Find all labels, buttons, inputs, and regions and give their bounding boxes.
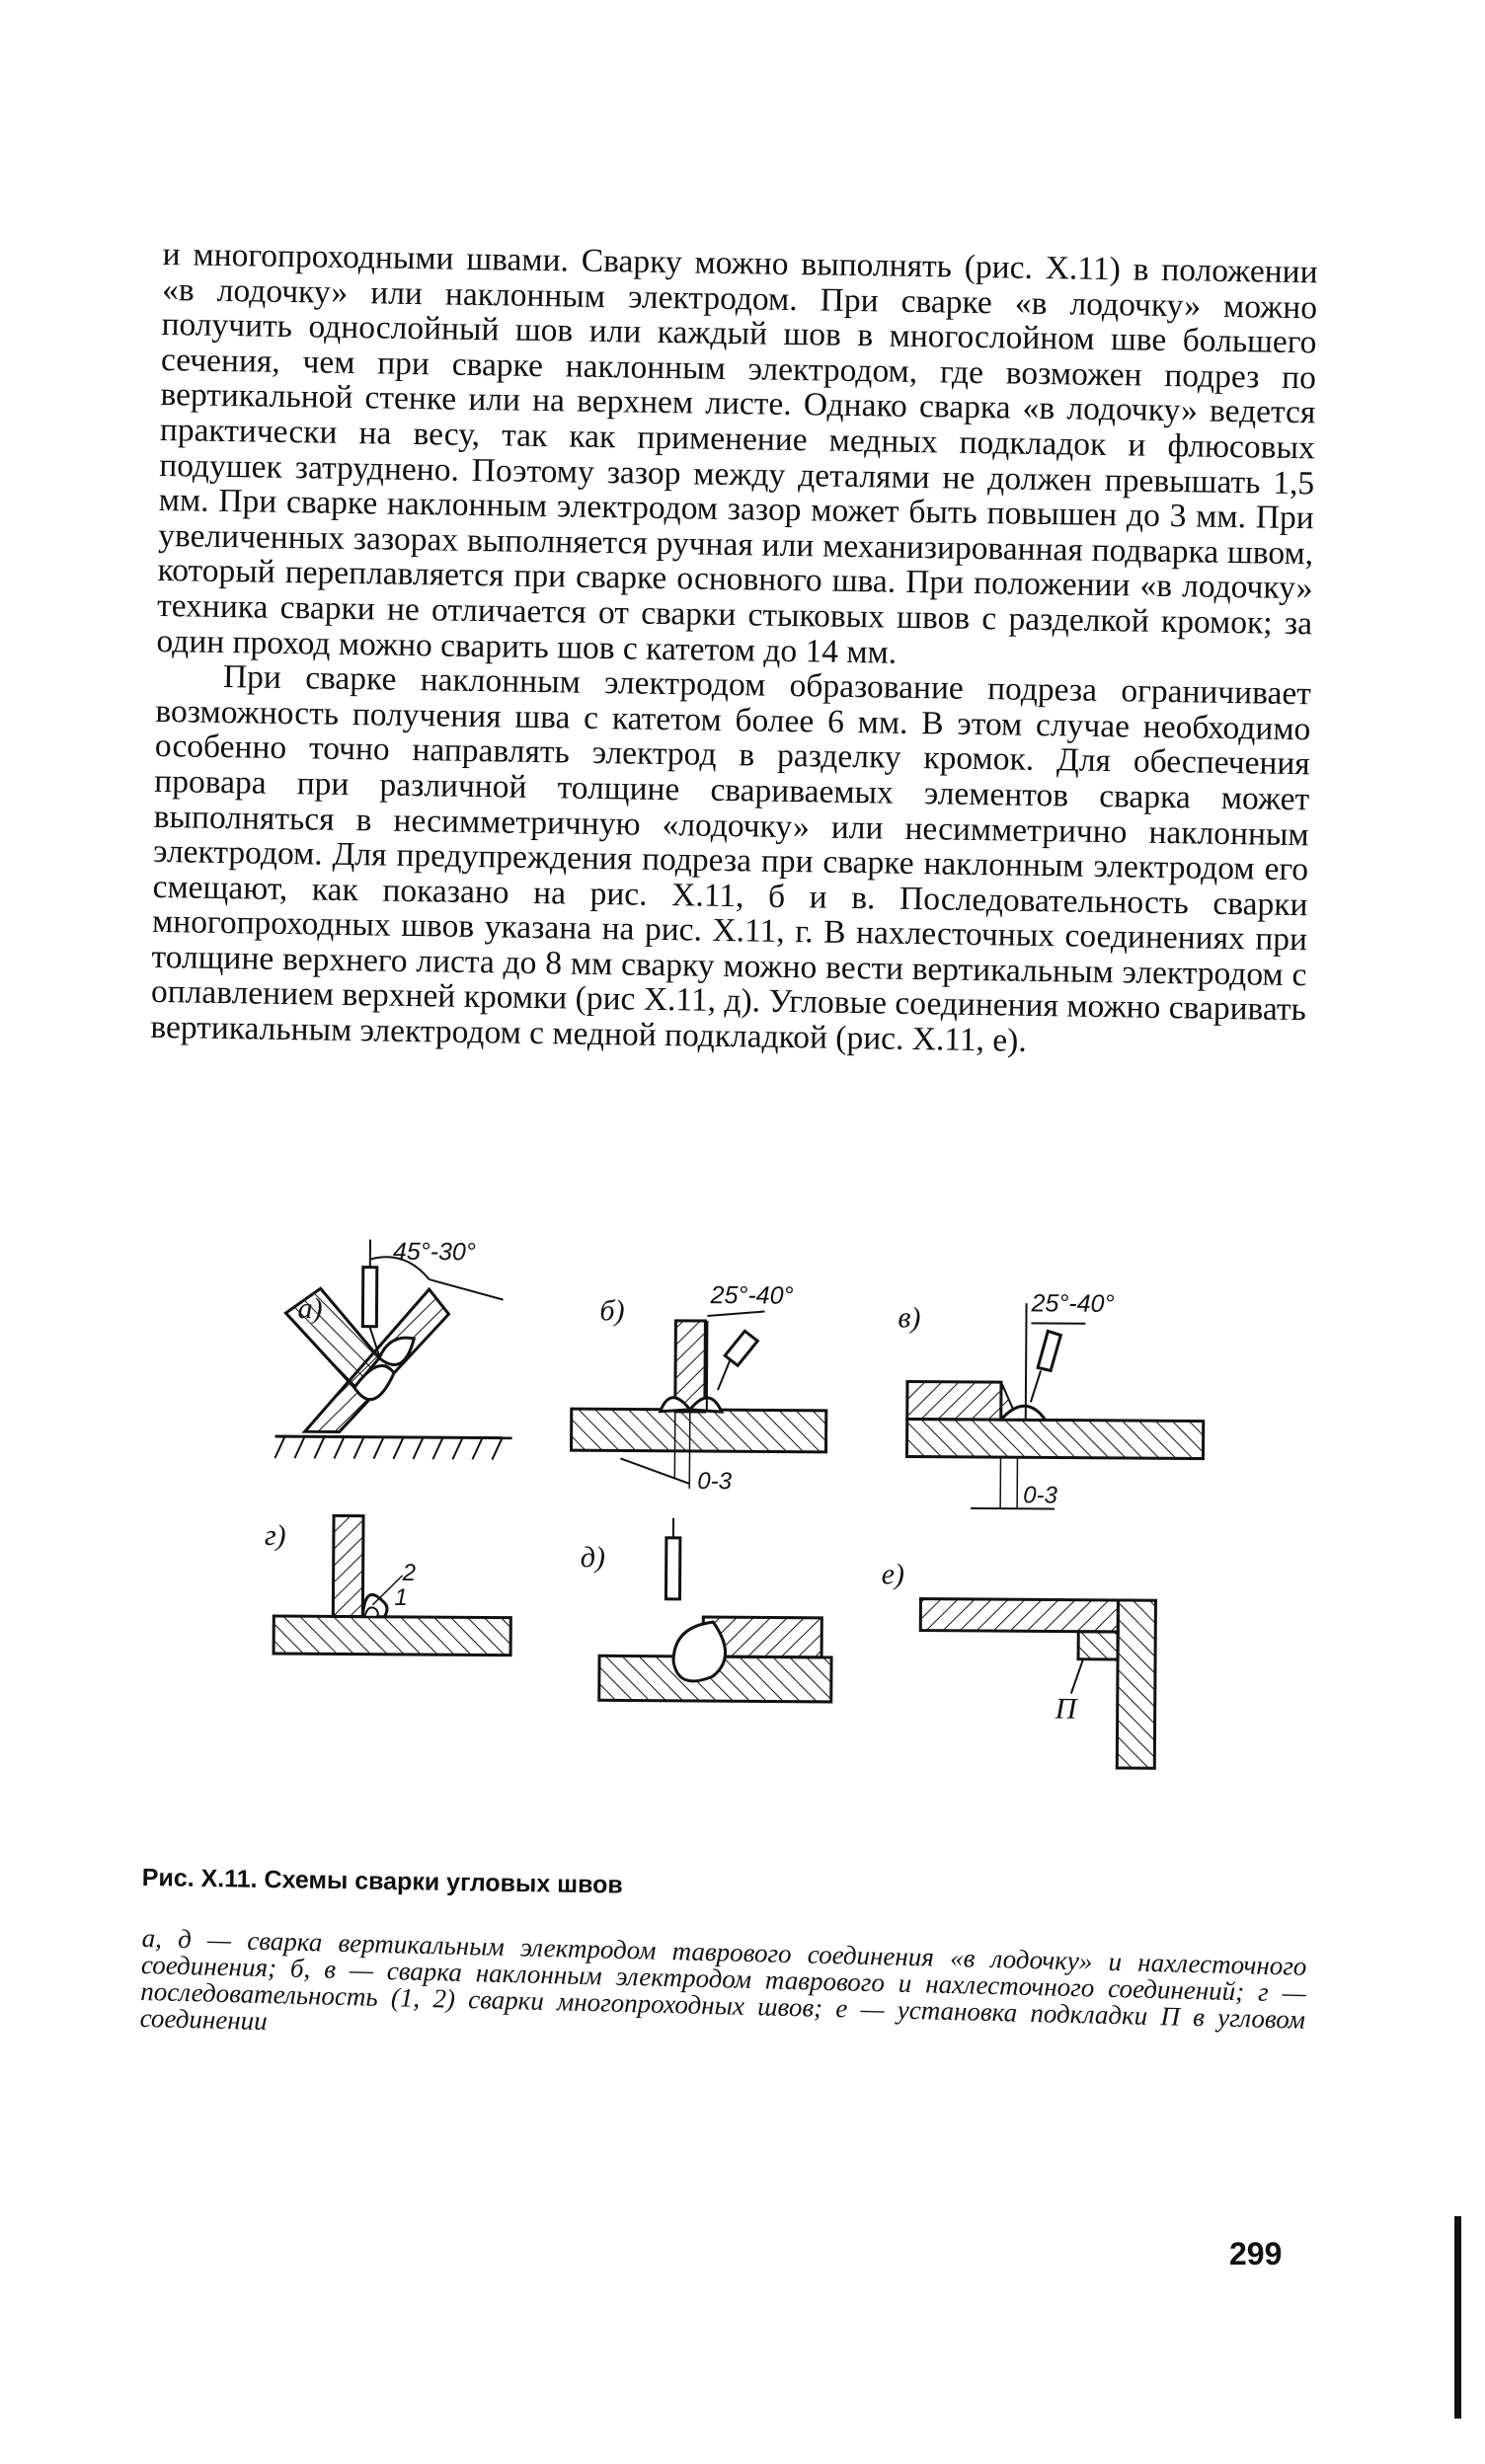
figure-x11 bbox=[264, 1237, 1343, 1859]
panel-b-gap: 0-3 bbox=[697, 1467, 733, 1496]
panel-a-angle: 45°-30° bbox=[392, 1237, 476, 1267]
panel-v bbox=[897, 1288, 1205, 1509]
panel-e-label: е) bbox=[881, 1558, 905, 1591]
figure-legend: а, д — сварка вертикальным электродом таврового соединения «в лодочку» и нахлесточного соединения; б, в — сварка наклонным электродом таврового и нахлесточного соединений; г — последовательность (1, 2) сварки многопроходных швов; е — установка подкладки П в угловом соединении bbox=[139, 1923, 1307, 2037]
page-number: 299 bbox=[1229, 2236, 1283, 2272]
panel-b-angle: 25°-40° bbox=[710, 1281, 794, 1310]
paragraph-1: и многопроходными швами. Сварку можно выполнять (рис. X.11) в положении «в лодочку» или наклонным электродом. При сварке «в лодочку» можно получить однослойный шов или каждый шов в многослойном шве большего сечения, чем при сварке наклонным электродом, где возможен подрез по вертикальной стенке или на верхнем листе. Однако сварка «в лодочку» ведется практически на весу, так как применение медных подкладок и флюсовых подушек затруднено. Поэтому зазор между деталями не должен превышать 1,5 мм. При сварке наклонным электродом зазор может быть повышен до 3 мм. При увеличенных зазорах выполняется ручная или механизированная подварка швом, который переплавляется при сварке основного шва. При положении «в лодочку» техника сварки не отличается от сварки стыковых швов с разделкой кромок; за один проход можно сварить шов с катетом до 14 мм. bbox=[156, 236, 1318, 671]
welding-schemes-diagram bbox=[264, 1237, 1343, 1859]
paragraph-2: При сварке наклонным электродом образование подреза ограничивает возможность получения шва с катетом более 6 мм. В этом случае необходимо особенно точно направлять электрод в разделку кромок. Для обеспечения провара при различной толщине свариваемых элементов сварка может выполняться в несимметричную «лодочку» или несимметрично наклонным электродом. Для предупреждения подреза при сварке наклонным электродом его смещают, как показано на рис. X.11, б и в. Последовательность сварки многопроходных швов указана на рис. X.11, г. В нахлесточных соединениях при толщине верхнего листа до 8 мм сварку можно вести вертикальным электродом с оплавлением верхней кромки (рис X.11, д). Угловые соединения можно сваривать вертикальным электродом с медной подкладкой (рис. X.11, е). bbox=[150, 658, 1312, 1059]
pass-1-label: 1 bbox=[394, 1583, 408, 1611]
panel-d bbox=[580, 1517, 832, 1702]
panel-v-gap: 0-3 bbox=[1023, 1482, 1057, 1509]
figure-caption: Рис. X.11. Схемы сварки угловых швов bbox=[141, 1864, 623, 1899]
panel-a bbox=[274, 1237, 513, 1460]
panel-g bbox=[264, 1515, 511, 1656]
backing-label: П bbox=[1055, 1692, 1077, 1726]
panel-v-label: в) bbox=[898, 1301, 921, 1335]
panel-b bbox=[571, 1280, 827, 1496]
pass-2-label: 2 bbox=[402, 1559, 417, 1586]
panel-g-label: г) bbox=[264, 1518, 286, 1553]
body-text bbox=[150, 237, 1318, 1063]
panel-e bbox=[880, 1558, 1155, 1768]
panel-d-label: д) bbox=[580, 1541, 606, 1575]
panel-v-angle: 25°-40° bbox=[1031, 1289, 1115, 1318]
panel-b-label: б) bbox=[599, 1294, 625, 1328]
scan-edge-bar bbox=[1454, 2216, 1461, 2419]
